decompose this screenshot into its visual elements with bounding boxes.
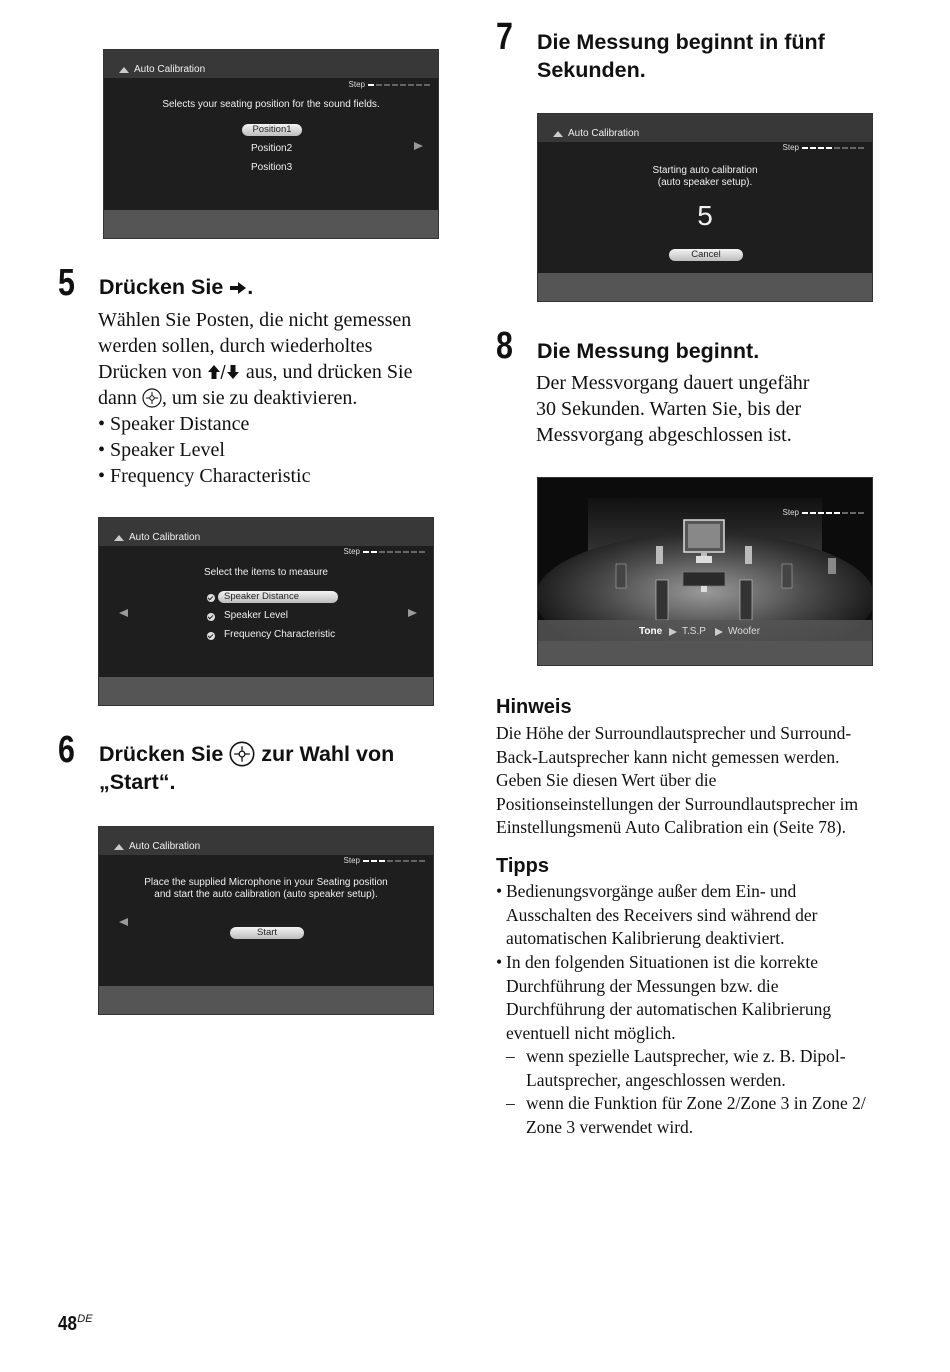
hinweis-body: Die Höhe der Surroundlautsprecher und Surround- Back-Lautsprecher kann nicht gemessen werden. Geben Sie diesen Wert über die Positionseinstellungen der Surroundlautsprecher im Einstellungsmenü Auto Calibration ein (Seite 78). bbox=[496, 723, 859, 837]
step-dot bbox=[810, 147, 816, 149]
screen-footer bbox=[538, 641, 872, 665]
option-frequency-characteristic[interactable]: Frequency Characteristic bbox=[224, 629, 336, 640]
step-dot bbox=[818, 512, 824, 514]
tipps-heading: Tipps bbox=[496, 855, 549, 877]
step-5-body: Wählen Sie Posten, die nicht gemessen werden sollen, durch wiederholtes Drücken von aus, und drücken Sie dann , um sie zu deaktivieren. • Speaker Distance • Speaker Level • Frequency Characteristic bbox=[98, 307, 458, 489]
screen-countdown bbox=[537, 113, 873, 302]
check-icon bbox=[207, 594, 215, 602]
step-dot bbox=[424, 84, 430, 86]
enter-button-icon bbox=[229, 741, 255, 767]
step-dot bbox=[834, 512, 840, 514]
enter-button-icon bbox=[142, 388, 162, 408]
screen-line1: Starting auto calibration bbox=[652, 165, 758, 176]
step-indicator: Step bbox=[344, 856, 427, 865]
screen-prompt: Selects your seating position for the sound fields. bbox=[162, 99, 380, 110]
calibration-icon bbox=[118, 66, 130, 74]
step-dot bbox=[419, 551, 425, 553]
next-arrow-icon[interactable] bbox=[408, 609, 417, 617]
calibration-icon bbox=[552, 130, 564, 138]
tip-1: • Bedienungsvorgänge außer dem Ein- und Ausschalten des Receivers sind während der automatischen Kalibrierung deaktiviert. bbox=[496, 881, 818, 948]
bullet-speaker-level: • Speaker Level bbox=[98, 439, 225, 461]
calibration-icon bbox=[113, 534, 125, 542]
step-8-title: Die Messung beginnt. bbox=[537, 339, 760, 363]
cancel-button[interactable]: Cancel bbox=[669, 249, 743, 261]
screen-footer bbox=[99, 986, 433, 1014]
screen-line2: (auto speaker setup). bbox=[657, 177, 753, 188]
step-dot bbox=[802, 512, 808, 514]
tip-2-sub-1: – wenn spezielle Lautsprecher, wie z. B. Dipol- Lautsprecher, angeschlossen werden. bbox=[506, 1046, 846, 1090]
step-dot bbox=[850, 147, 856, 149]
step-indicator: Step bbox=[783, 508, 866, 517]
step-dot bbox=[411, 551, 417, 553]
step-dot bbox=[416, 84, 422, 86]
screen-place-microphone bbox=[98, 826, 434, 1015]
screen-title: Auto Calibration bbox=[134, 64, 206, 75]
page-number: 48DE bbox=[58, 1313, 93, 1335]
step-7-number: 7 bbox=[496, 16, 513, 58]
option-speaker-level[interactable]: Speaker Level bbox=[224, 610, 288, 621]
step-dot bbox=[387, 551, 393, 553]
step-7-title: Die Messung beginnt in fünf Sekunden. bbox=[537, 30, 825, 82]
step-dot bbox=[858, 512, 864, 514]
stage-tone: Tone bbox=[639, 626, 663, 637]
step-dot bbox=[411, 860, 417, 862]
chevron-right-icon bbox=[714, 627, 724, 637]
step-dot bbox=[834, 147, 840, 149]
countdown-number: 5 bbox=[697, 200, 713, 231]
step-dot bbox=[368, 84, 374, 86]
step-dot bbox=[379, 860, 385, 862]
step-dot bbox=[363, 551, 369, 553]
bullet-frequency: • Frequency Characteristic bbox=[98, 465, 311, 487]
screen-prompt-line1: Place the supplied Microphone in your Seating position bbox=[144, 877, 388, 888]
calibration-icon bbox=[113, 843, 125, 851]
step-dot bbox=[387, 860, 393, 862]
screen-title: Auto Calibration bbox=[129, 841, 201, 852]
check-icon bbox=[207, 613, 215, 621]
option-position2[interactable]: Position2 bbox=[251, 143, 293, 154]
screen-prompt-line2: and start the auto calibration (auto speaker setup). bbox=[154, 889, 378, 900]
step-dot bbox=[826, 147, 832, 149]
step-dot bbox=[403, 860, 409, 862]
step-dot bbox=[400, 84, 406, 86]
step-dot bbox=[408, 84, 414, 86]
step-indicator: Step bbox=[783, 143, 866, 152]
arrow-right-icon bbox=[229, 281, 247, 295]
option-position3[interactable]: Position3 bbox=[251, 162, 293, 173]
option-position1[interactable]: Position1 bbox=[242, 124, 302, 136]
next-arrow-icon[interactable] bbox=[414, 142, 423, 150]
screen-prompt: Select the items to measure bbox=[204, 567, 328, 578]
arrow-up-down-icon bbox=[207, 364, 241, 380]
step-dot bbox=[395, 551, 401, 553]
step-8-body: Der Messvorgang dauert ungefähr 30 Sekunden. Warten Sie, bis der Messvorgang abgeschlossen ist. bbox=[536, 372, 810, 446]
step-dot bbox=[371, 860, 377, 862]
step-dot bbox=[392, 84, 398, 86]
prev-arrow-icon[interactable] bbox=[119, 918, 128, 926]
tip-2-sub-2: – wenn die Funktion für Zone 2/Zone 3 in Zone 2/ Zone 3 verwendet wird. bbox=[506, 1093, 866, 1137]
step-dot bbox=[419, 860, 425, 862]
screen-title: Auto Calibration bbox=[568, 128, 640, 139]
step-dot bbox=[826, 512, 832, 514]
stage-woofer: Woofer bbox=[728, 626, 761, 637]
step-dot bbox=[379, 551, 385, 553]
step-6-title: Drücken Sie zur Wahl von „Start“. bbox=[99, 742, 395, 794]
step-indicator: Step bbox=[344, 547, 427, 556]
step-dot bbox=[376, 84, 382, 86]
screen-select-items bbox=[98, 517, 434, 706]
step-dot bbox=[810, 512, 816, 514]
step-6-number: 6 bbox=[58, 729, 75, 771]
step-dot bbox=[403, 551, 409, 553]
step-dot bbox=[363, 860, 369, 862]
step-5-number: 5 bbox=[58, 262, 75, 304]
screen-footer bbox=[538, 273, 872, 301]
start-button[interactable]: Start bbox=[230, 927, 304, 939]
screen-footer bbox=[99, 677, 433, 705]
step-5-title: Drücken Sie . bbox=[99, 275, 254, 299]
screen-footer bbox=[104, 210, 438, 238]
step-8-number: 8 bbox=[496, 325, 513, 367]
hinweis-heading: Hinweis bbox=[496, 696, 572, 718]
option-speaker-distance[interactable]: Speaker Distance bbox=[218, 591, 338, 603]
step-indicator: Step bbox=[349, 80, 432, 89]
check-icon bbox=[207, 632, 215, 640]
bullet-speaker-distance: • Speaker Distance bbox=[98, 413, 250, 435]
screen-measuring bbox=[537, 477, 873, 666]
screen-seating-position bbox=[103, 49, 439, 239]
step-dot bbox=[395, 860, 401, 862]
tip-2: • In den folgenden Situationen ist die korrekte Durchführung der Messungen bzw. die Durchführung der automatischen Kalibrierung eventuell nicht möglich. bbox=[496, 952, 832, 1043]
step-dot bbox=[842, 512, 848, 514]
screen-title: Auto Calibration bbox=[129, 532, 201, 543]
step-dot bbox=[371, 551, 377, 553]
step-dot bbox=[842, 147, 848, 149]
step-dot bbox=[858, 147, 864, 149]
stage-tsp: T.S.P bbox=[682, 626, 706, 637]
step-dot bbox=[802, 147, 808, 149]
prev-arrow-icon[interactable] bbox=[119, 609, 128, 617]
step-dot bbox=[818, 147, 824, 149]
step-dot bbox=[384, 84, 390, 86]
chevron-right-icon bbox=[668, 627, 678, 637]
step-dot bbox=[850, 512, 856, 514]
